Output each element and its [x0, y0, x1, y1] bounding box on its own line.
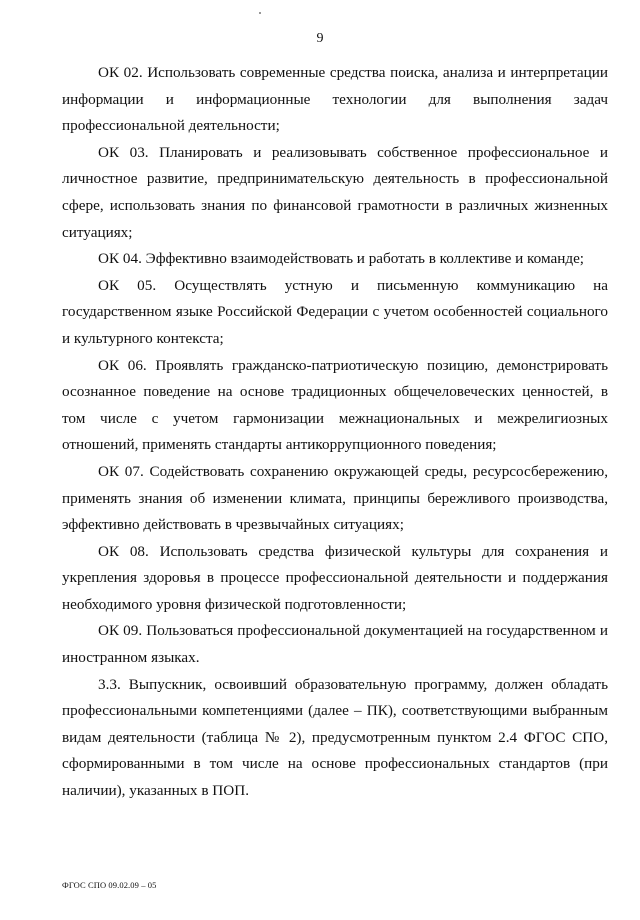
- paragraph-ok-05: ОК 05. Осуществлять устную и письменную коммуникацию на государственном языке Российской Федерации с учетом особенностей социального и культурного контекста;: [62, 276, 608, 347]
- scan-artifact: [259, 12, 261, 14]
- paragraph-ok-06: ОК 06. Проявлять гражданско-патриотическую позицию, демонстрировать осознанное поведение на основе традиционных общечеловеческих ценностей, в том числе с учетом гармонизации межнациональных и межрелигиозных отношений, применять стандарты антикоррупционного поведения;: [62, 356, 608, 454]
- paragraph-3-3: 3.3. Выпускник, освоивший образовательную программу, должен обладать профессиональными компетенциями (далее – ПК), соответствующими выбранным видам деятельности (таблица № 2), предусмотренным пунктом 2.4 ФГОС СПО, сформированными в том числе на основе профессиональных стандартов (при наличии), указанных в ПОП.: [62, 675, 608, 800]
- paragraph-ok-07: ОК 07. Содействовать сохранению окружающей среды, ресурсосбережению, применять знания об изменении климата, принципы бережливого производства, эффективно действовать в чрезвычайных ситуациях;: [62, 462, 608, 534]
- paragraph-ok-03: ОК 03. Планировать и реализовывать собственное профессиональное и личностное развитие, предпринимательскую деятельность в профессиональной сфере, использовать знания по финансовой грамотности в различных жизненных ситуациях;: [62, 143, 608, 241]
- paragraph-ok-02: ОК 02. Использовать современные средства поиска, анализа и интерпретации информации и информационные технологии для выполнения задач профессиональной деятельности;: [62, 64, 608, 135]
- paragraph-ok-04: ОК 04. Эффективно взаимодействовать и работать в коллективе и команде;: [98, 250, 585, 268]
- footer-doc-code: ФГОС СПО 09.02.09 – 05: [62, 880, 157, 890]
- paragraph-ok-08: ОК 08. Использовать средства физической культуры для сохранения и укрепления здоровья в процессе профессиональной деятельности и поддержания необходимого уровня физической подготовленности;: [62, 542, 608, 613]
- paragraph-ok-09: ОК 09. Пользоваться профессиональной документацией на государственном и иностранном языках.: [62, 622, 608, 667]
- document-body: [62, 60, 608, 805]
- page-number: 9: [316, 31, 324, 46]
